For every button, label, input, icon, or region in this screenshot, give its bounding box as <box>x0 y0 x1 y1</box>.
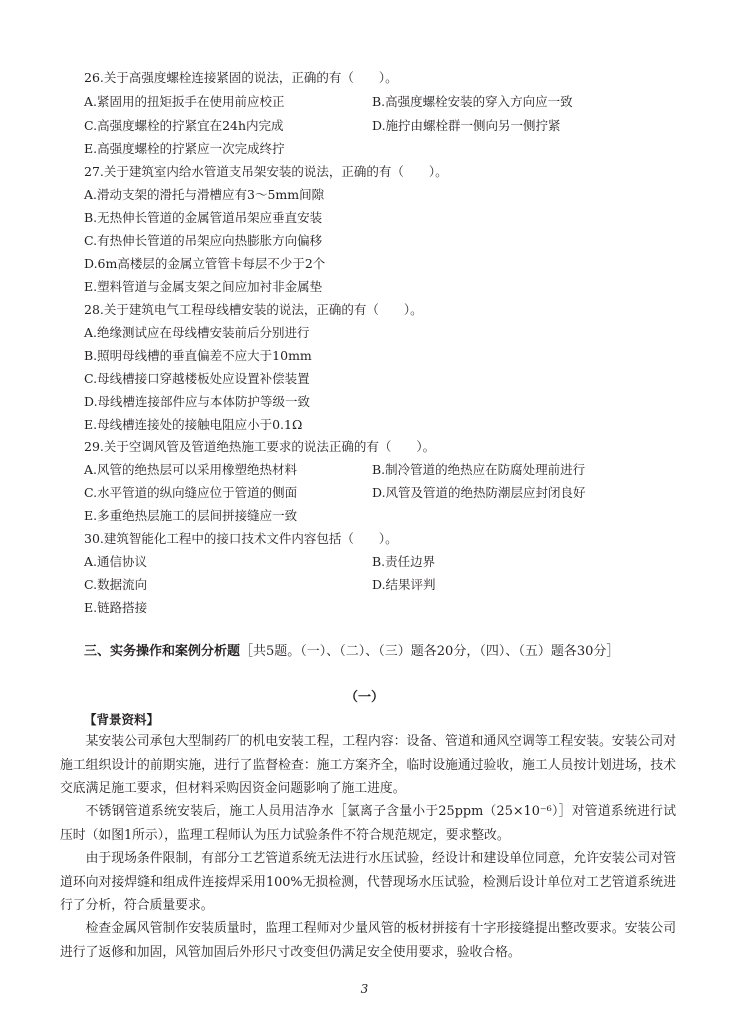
question-29-option-c: C.水平管道的纵向缝应位于管道的侧面 <box>84 485 298 500</box>
background-paragraph-4: 检查金属风管制作安装质量时，监理工程师对少量风管的板材拼接有十字形接缝提出整改要求。安装公司进行了返修和加固，风管加固后外形尺寸改变但仍满足安全使用要求，验收合格。 <box>60 921 676 960</box>
question-30-option-b: B.责任边界 <box>372 554 436 569</box>
question-27-stem: 27.关于建筑室内给水管道支吊架安装的说法，正确的有（ ）。 <box>84 164 448 179</box>
section-note: ［共5题。（一）、（二）、（三）题各20分，（四）、（五）题各30分］ <box>240 644 620 659</box>
question-27-option-d: D.6m高楼层的金属立管管卡每层不少于2个 <box>84 256 326 271</box>
question-28-option-d: D.母线槽连接部件应与本体防护等级一致 <box>84 394 311 409</box>
question-29-option-a: A.风管的绝热层可以采用橡塑绝热材料 <box>84 462 298 477</box>
question-27-option-b: B.无热伸长管道的金属管道吊架应垂直安装 <box>84 210 323 225</box>
question-26-option-a: A.紧固用的扭矩扳手在使用前应校正 <box>84 94 285 109</box>
question-26-option-c: C.高强度螺栓的拧紧宜在24h内完成 <box>84 118 284 133</box>
question-29-stem: 29.关于空调风管及管道绝热施工要求的说法正确的有（ ）。 <box>84 439 436 454</box>
question-26-option-b: B.高强度螺栓安装的穿入方向应一致 <box>372 94 573 109</box>
question-30-option-a: A.通信协议 <box>84 554 148 569</box>
question-30-option-d: D.结果评判 <box>372 577 436 592</box>
question-30-stem: 30.建筑智能化工程中的接口技术文件内容包括（ ）。 <box>84 531 398 546</box>
question-27-option-c: C.有热伸长管道的吊架应向热膨胀方向偏移 <box>84 233 323 248</box>
question-30-option-e: E.链路搭接 <box>84 600 148 615</box>
question-28-option-b: B.照明母线槽的垂直偏差不应大于10mm <box>84 348 312 363</box>
section-heading <box>84 640 619 659</box>
question-26-stem: 26.关于高强度螺栓连接紧固的说法，正确的有（ ）。 <box>84 70 398 85</box>
background-label: 【背景资料】 <box>84 712 160 727</box>
question-28-option-a: A.绝缘测试应在母线槽安装前后分别进行 <box>84 325 310 340</box>
background-paragraph-1: 某安装公司承包大型制药厂的机电安装工程，工程内容：设备、管道和通风空调等工程安装。安装公司对施工组织设计的前期实施，进行了监督检查：施工方案齐全，临时设施通过验收，施工人员按计划进场，技术交底满足施工要求，但材料采购因资金问题影响了施工进度。 <box>60 734 676 796</box>
question-26-option-d: D.施拧由螺栓群一侧向另一侧拧紧 <box>372 118 561 133</box>
question-29-option-b: B.制冷管道的绝热应在防腐处理前进行 <box>372 462 586 477</box>
background-paragraph-2: 不锈钢管道系统安装后，施工人员用洁净水［氯离子含量小于25ppm（25×10⁻⁶）］对管道系统进行试压时（如图1所示），监理工程师认为压力试验条件不符合规范规定，要求整改。 <box>60 804 676 843</box>
question-29-option-d: D.风管及管道的绝热防潮层应封闭良好 <box>372 485 586 500</box>
section-title: 三、实务操作和案例分析题 <box>84 644 241 659</box>
question-28-stem: 28.关于建筑电气工程母线槽安装的说法，正确的有（ ）。 <box>84 302 423 317</box>
question-28-option-e: E.母线槽连接处的接触电阻应小于0.1Ω <box>84 417 303 432</box>
question-27-option-e: E.塑料管道与金属支架之间应加衬非金属垫 <box>84 279 323 294</box>
page-number: 3 <box>360 982 369 996</box>
case-number: （一） <box>344 690 384 705</box>
question-27-option-a: A.滑动支架的滑托与滑槽应有3～5mm间隙 <box>84 187 325 202</box>
question-28-option-c: C.母线槽接口穿越楼板处应设置补偿装置 <box>84 371 310 386</box>
question-26-option-e: E.高强度螺栓的拧紧应一次完成终拧 <box>84 141 285 156</box>
question-30-option-c: C.数据流向 <box>84 577 148 592</box>
question-29-option-e: E.多重绝热层施工的层间拼接缝应一致 <box>84 508 298 523</box>
background-paragraph-3: 由于现场条件限制，有部分工艺管道系统无法进行水压试验，经设计和建设单位同意，允许安装公司对管道环向对接焊缝和组成件连接焊采用100%无损检测，代替现场水压试验，检测后设计单位对工艺管道系统进行了分析，符合质量要求。 <box>60 851 676 913</box>
